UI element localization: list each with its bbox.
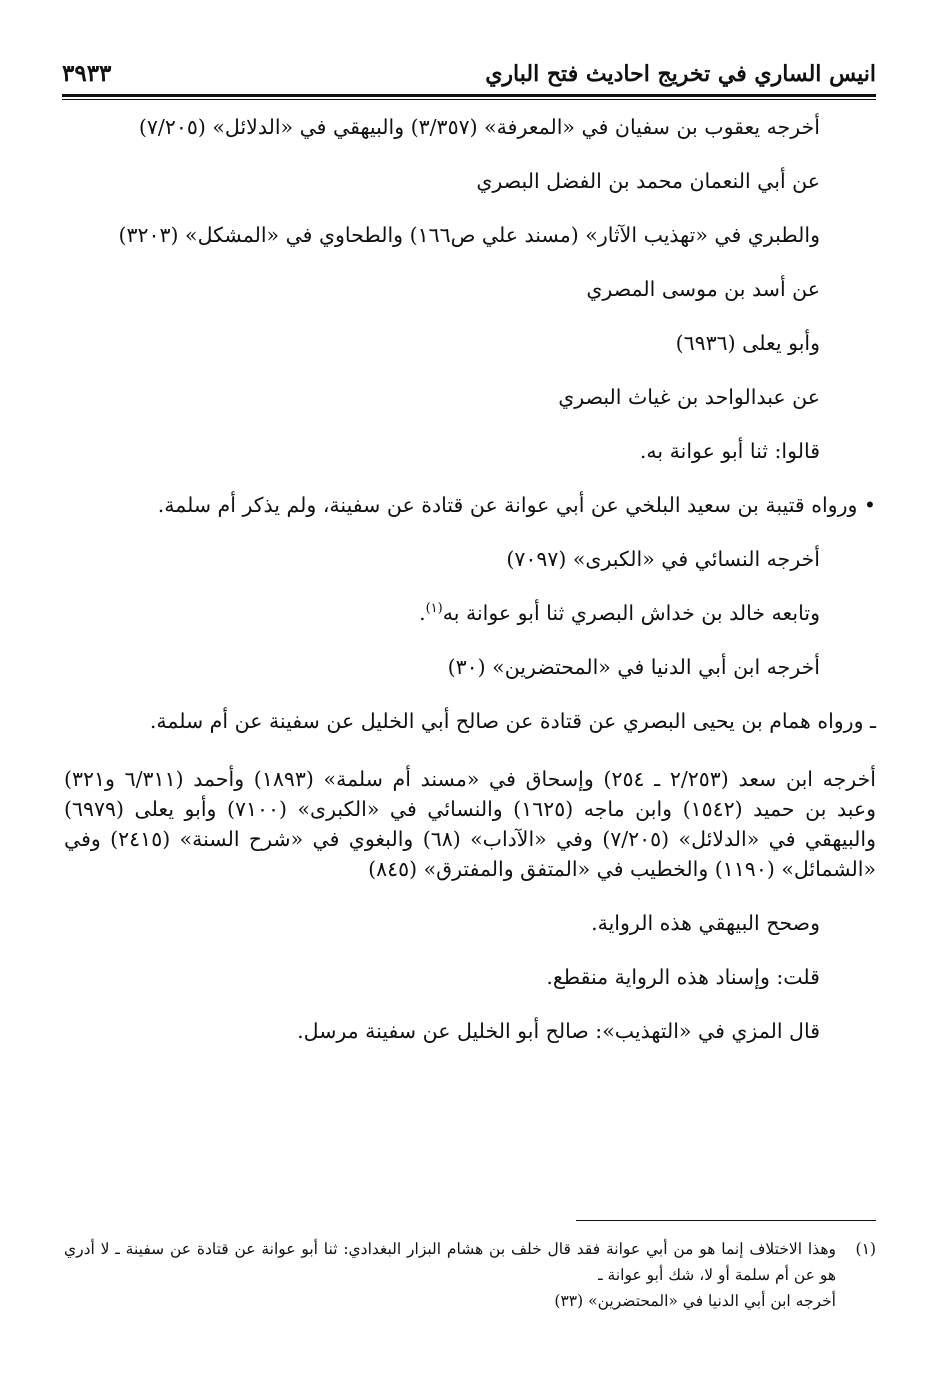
- paragraph-7: قالوا: ثنا أبو عوانة به.: [639, 439, 820, 463]
- paragraph-10: [64, 598, 876, 628]
- paragraph-14: وصحح البيهقي هذه الرواية.: [591, 911, 820, 935]
- paragraph-11: أخرجه ابن أبي الدنيا في «المحتضرين» (٣٠): [447, 655, 820, 679]
- paragraph-5: وأبو يعلى (٦٩٣٦): [675, 331, 820, 355]
- header-rule-thick: [62, 94, 876, 97]
- paragraph-16: قال المزي في «التهذيب»: صالح أبو الخليل عن سفينة مرسل.: [297, 1019, 820, 1043]
- footnote-text: [64, 1236, 836, 1314]
- footnote-1: [64, 1236, 876, 1314]
- header-rule-thin: [62, 99, 876, 100]
- paragraph-2: عن أبي النعمان محمد بن الفضل البصري: [476, 169, 820, 193]
- footnote-reference[interactable]: (١): [425, 601, 443, 617]
- main-text: [64, 112, 876, 1070]
- footnote-number: (١): [855, 1240, 876, 1258]
- paragraph-12: ـ ورواه همام بن يحيى البصري عن قتادة عن صالح أبي الخليل عن سفينة عن أم سلمة.: [149, 709, 876, 733]
- header-title: انيس الساري في تخريج احاديث فتح الباري: [485, 61, 876, 87]
- footnote-line-2: أخرجه ابن أبي الدنيا في «المحتضرين» (٣٣): [554, 1292, 836, 1310]
- paragraph-8: • ورواه قتيبة بن سعيد البلخي عن أبي عوانة عن قتادة عن سفينة، ولم يذكر أم سلمة.: [157, 493, 876, 517]
- paragraph-10-text: وتابعه خالد بن خداش البصري ثنا أبو عوانة به: [442, 601, 820, 625]
- paragraph-13: أخرجه ابن سعد (٢/٢٥٣ ـ ٢٥٤) وإسحاق في «مسند أم سلمة» (١٨٩٣) وأحمد (٦/٣١١ و٣٢١) وعبد بن حميد (١٥٤٢) وابن ماجه (١٦٢٥) والنسائي في «الكبرى» (٧١٠٠) وأبو يعلى (٦٩٧٩) والبيهقي في «الدلائل» (٧/٢٠٥) وفي «الآداب» (٦٨) والبغوي في «شرح السنة» (٢٤١٥) وفي «الشمائل» (١١٩٠) والخطيب في «المتفق والمفترق» (٨٤٥): [64, 767, 877, 881]
- footnotes: [64, 1236, 876, 1314]
- paragraph-15: قلت: وإسناد هذه الرواية منقطع.: [546, 965, 820, 989]
- paragraph-3: والطبري في «تهذيب الآثار» (مسند علي ص١٦٦) والطحاوي في «المشكل» (٣٢٠٣): [118, 223, 820, 247]
- paragraph-10-period: .: [419, 601, 426, 625]
- paragraph-4: عن أسد بن موسى المصري: [586, 277, 820, 301]
- running-header: [62, 58, 876, 92]
- paragraph-9: أخرجه النسائي في «الكبرى» (٧٠٩٧): [506, 547, 820, 571]
- paragraph-6: عن عبدالواحد بن غياث البصري: [558, 385, 820, 409]
- footnote-separator: [576, 1220, 876, 1221]
- footnote-line-1: وهذا الاختلاف إنما هو من أبي عوانة فقد قال خلف بن هشام البزار البغدادي: ثنا أبو عوانة عن قتادة عن سفينة ـ لا أدري هو عن أم سلمة أو لا، شك أبو عوانة ـ: [64, 1240, 836, 1284]
- page-number: ٣٩٣٣: [62, 60, 112, 87]
- paragraph-1: أخرجه يعقوب بن سفيان في «المعرفة» (٣/٣٥٧) والبيهقي في «الدلائل» (٧/٢٠٥): [138, 115, 820, 139]
